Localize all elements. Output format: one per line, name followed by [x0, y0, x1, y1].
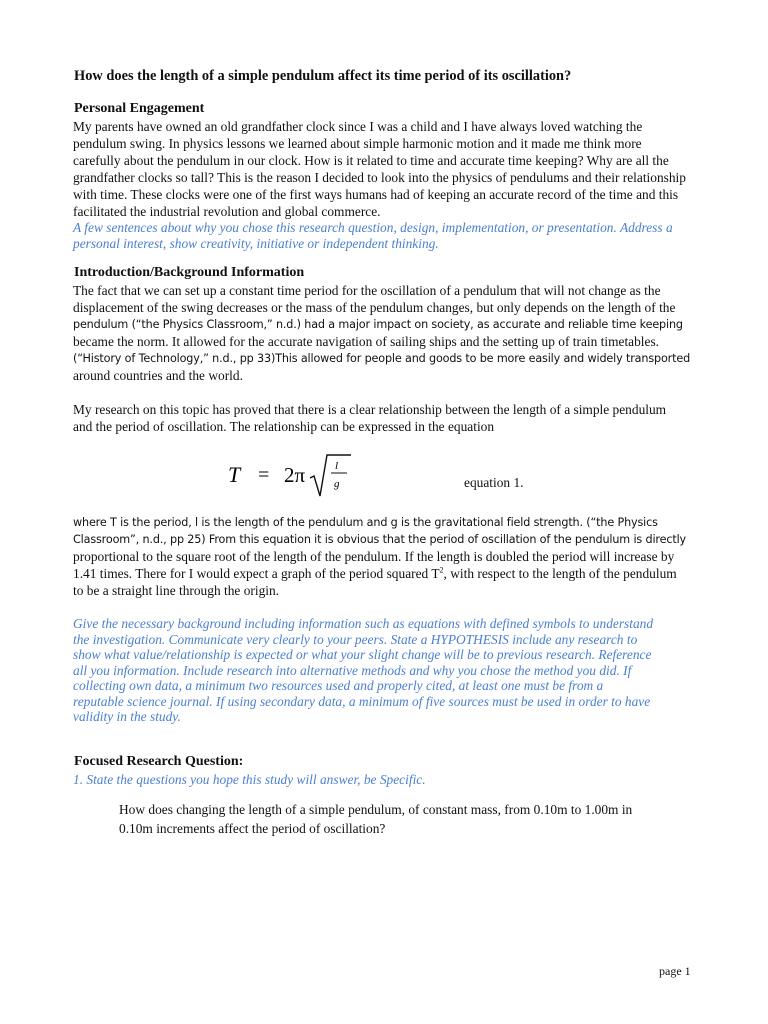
background-instruction — [73, 615, 693, 724]
paragraph-line: facilitated the industrial revolution and global commerce. — [73, 204, 381, 219]
paragraph-line: around countries and the world. — [73, 368, 243, 383]
instruction-line: show what value/relationship is expected or what your slight change will be to previous research. Reference — [73, 647, 652, 662]
paragraph-line: became the norm. It allowed for the accurate navigation of sailing ships and the setting up of train timetables. — [73, 334, 660, 349]
personal-engagement-heading: Personal Engagement — [74, 101, 205, 116]
paragraph-line: displacement of the swing decreases or the mass of the pendulum changes, but only depends on the length of the — [73, 300, 676, 315]
instruction-line: A few sentences about why you chose this research question, design, implementation, or presentation. Address a — [73, 220, 673, 235]
paragraph-line: pendulum swing. In physics lessons we learned about simple harmonic motion and it made me think more — [73, 136, 642, 151]
personal-engagement-body — [73, 118, 693, 220]
personal-engagement-instruction — [73, 219, 693, 250]
introduction-body — [73, 282, 693, 384]
equation-denominator: g — [334, 478, 340, 490]
instruction-line: personal interest, show creativity, initiative or independent thinking. — [73, 235, 439, 251]
introduction-heading: Introduction/Background Information — [74, 265, 305, 280]
paragraph-line: The fact that we can set up a constant time period for the oscillation of a pendulum that will not change as the — [73, 283, 661, 298]
superscript: 2 — [439, 565, 444, 575]
paragraph-line: carefully about the pendulum in our clock. How is it related to time and accurate time keeping? Why are all the — [73, 153, 669, 168]
pendulum-period-equation — [224, 452, 354, 502]
paragraph-line: pendulum (“the Physics Classroom,” n.d.) had a major impact on society, as accurate and reliable time keeping — [73, 318, 683, 331]
focused-question-instruction — [73, 771, 693, 787]
paragraph-line: My research on this topic has proved that there is a clear relationship between the length of a simple pendulum — [73, 402, 667, 417]
equation-numerator: l — [335, 460, 339, 472]
equation-label: equation 1. — [464, 475, 524, 490]
question-line: 0.10m increments affect the period of oscillation? — [119, 821, 386, 836]
equation-explanation — [73, 514, 693, 599]
instruction-line: collecting own data, a minimum two resources used and properly cited, at least one must be from a — [73, 678, 604, 693]
text-segment: , with respect to the length of the pendulum — [443, 566, 677, 581]
paragraph-line: Classroom”, n.d., pp 25) From this equation it is obvious that the period of oscillation of the pendulum is directly — [73, 533, 687, 546]
page-number: page 1 — [659, 964, 691, 978]
paragraph-line: to be a straight line through the origin. — [73, 583, 280, 598]
equation-lhs: T — [228, 462, 241, 487]
research-question — [119, 800, 632, 838]
instruction-line: Give the necessary background including information such as equations with defined symbols to understand — [73, 616, 654, 631]
focused-question-heading: Focused Research Question: — [74, 754, 244, 769]
instruction-line: the investigation. Communicate very clearly to your peers. State a HYPOTHESIS include any research to — [73, 631, 638, 647]
paragraph-line: grandfather clocks so tall? This is the reason I decided to look into the physics of pendulums and their relationship — [73, 170, 686, 185]
equation-coefficient: 2π — [284, 463, 306, 487]
document-title: How does the length of a simple pendulum affect its time period of its oscillation? — [74, 68, 572, 84]
text-segment: 1.41 times. There for I would expect a graph of the period squared T — [73, 566, 440, 581]
paragraph-line: proportional to the square root of the length of the pendulum. If the length is doubled the period will increase by — [73, 549, 675, 564]
question-line: How does changing the length of a simple pendulum, of constant mass, from 0.10m to 1.00m in — [119, 802, 633, 817]
square-root-sign — [310, 455, 351, 496]
paragraph-line: where T is the period, l is the length of the pendulum and g is the gravitational field strength. (“the Physics — [73, 516, 658, 529]
paragraph-line: (“History of Technology,” n.d., pp 33)This allowed for people and goods to be more easily and widely transported — [73, 352, 691, 365]
paragraph-line: with time. These clocks were one of the first ways humans had of keeping an accurate record of the time and this — [73, 187, 679, 202]
instruction-line: validity in the study. — [73, 709, 181, 724]
equation-equals: = — [258, 464, 270, 486]
paragraph-line: and the period of oscillation. The relationship can be expressed in the equation — [73, 419, 495, 434]
paragraph-line: My parents have owned an old grandfather clock since I was a child and I have always loved watching the — [73, 119, 643, 134]
instruction-line: all you information. Include research into alternative methods and why you chose the method you did. If — [73, 662, 632, 678]
paragraph-line — [73, 565, 693, 582]
research-paragraph — [73, 401, 693, 435]
instruction-line: 1. State the questions you hope this study will answer, be Specific. — [73, 772, 426, 787]
instruction-line: reputable science journal. If using secondary data, a minimum of five sources must be used in order to have — [73, 693, 651, 709]
